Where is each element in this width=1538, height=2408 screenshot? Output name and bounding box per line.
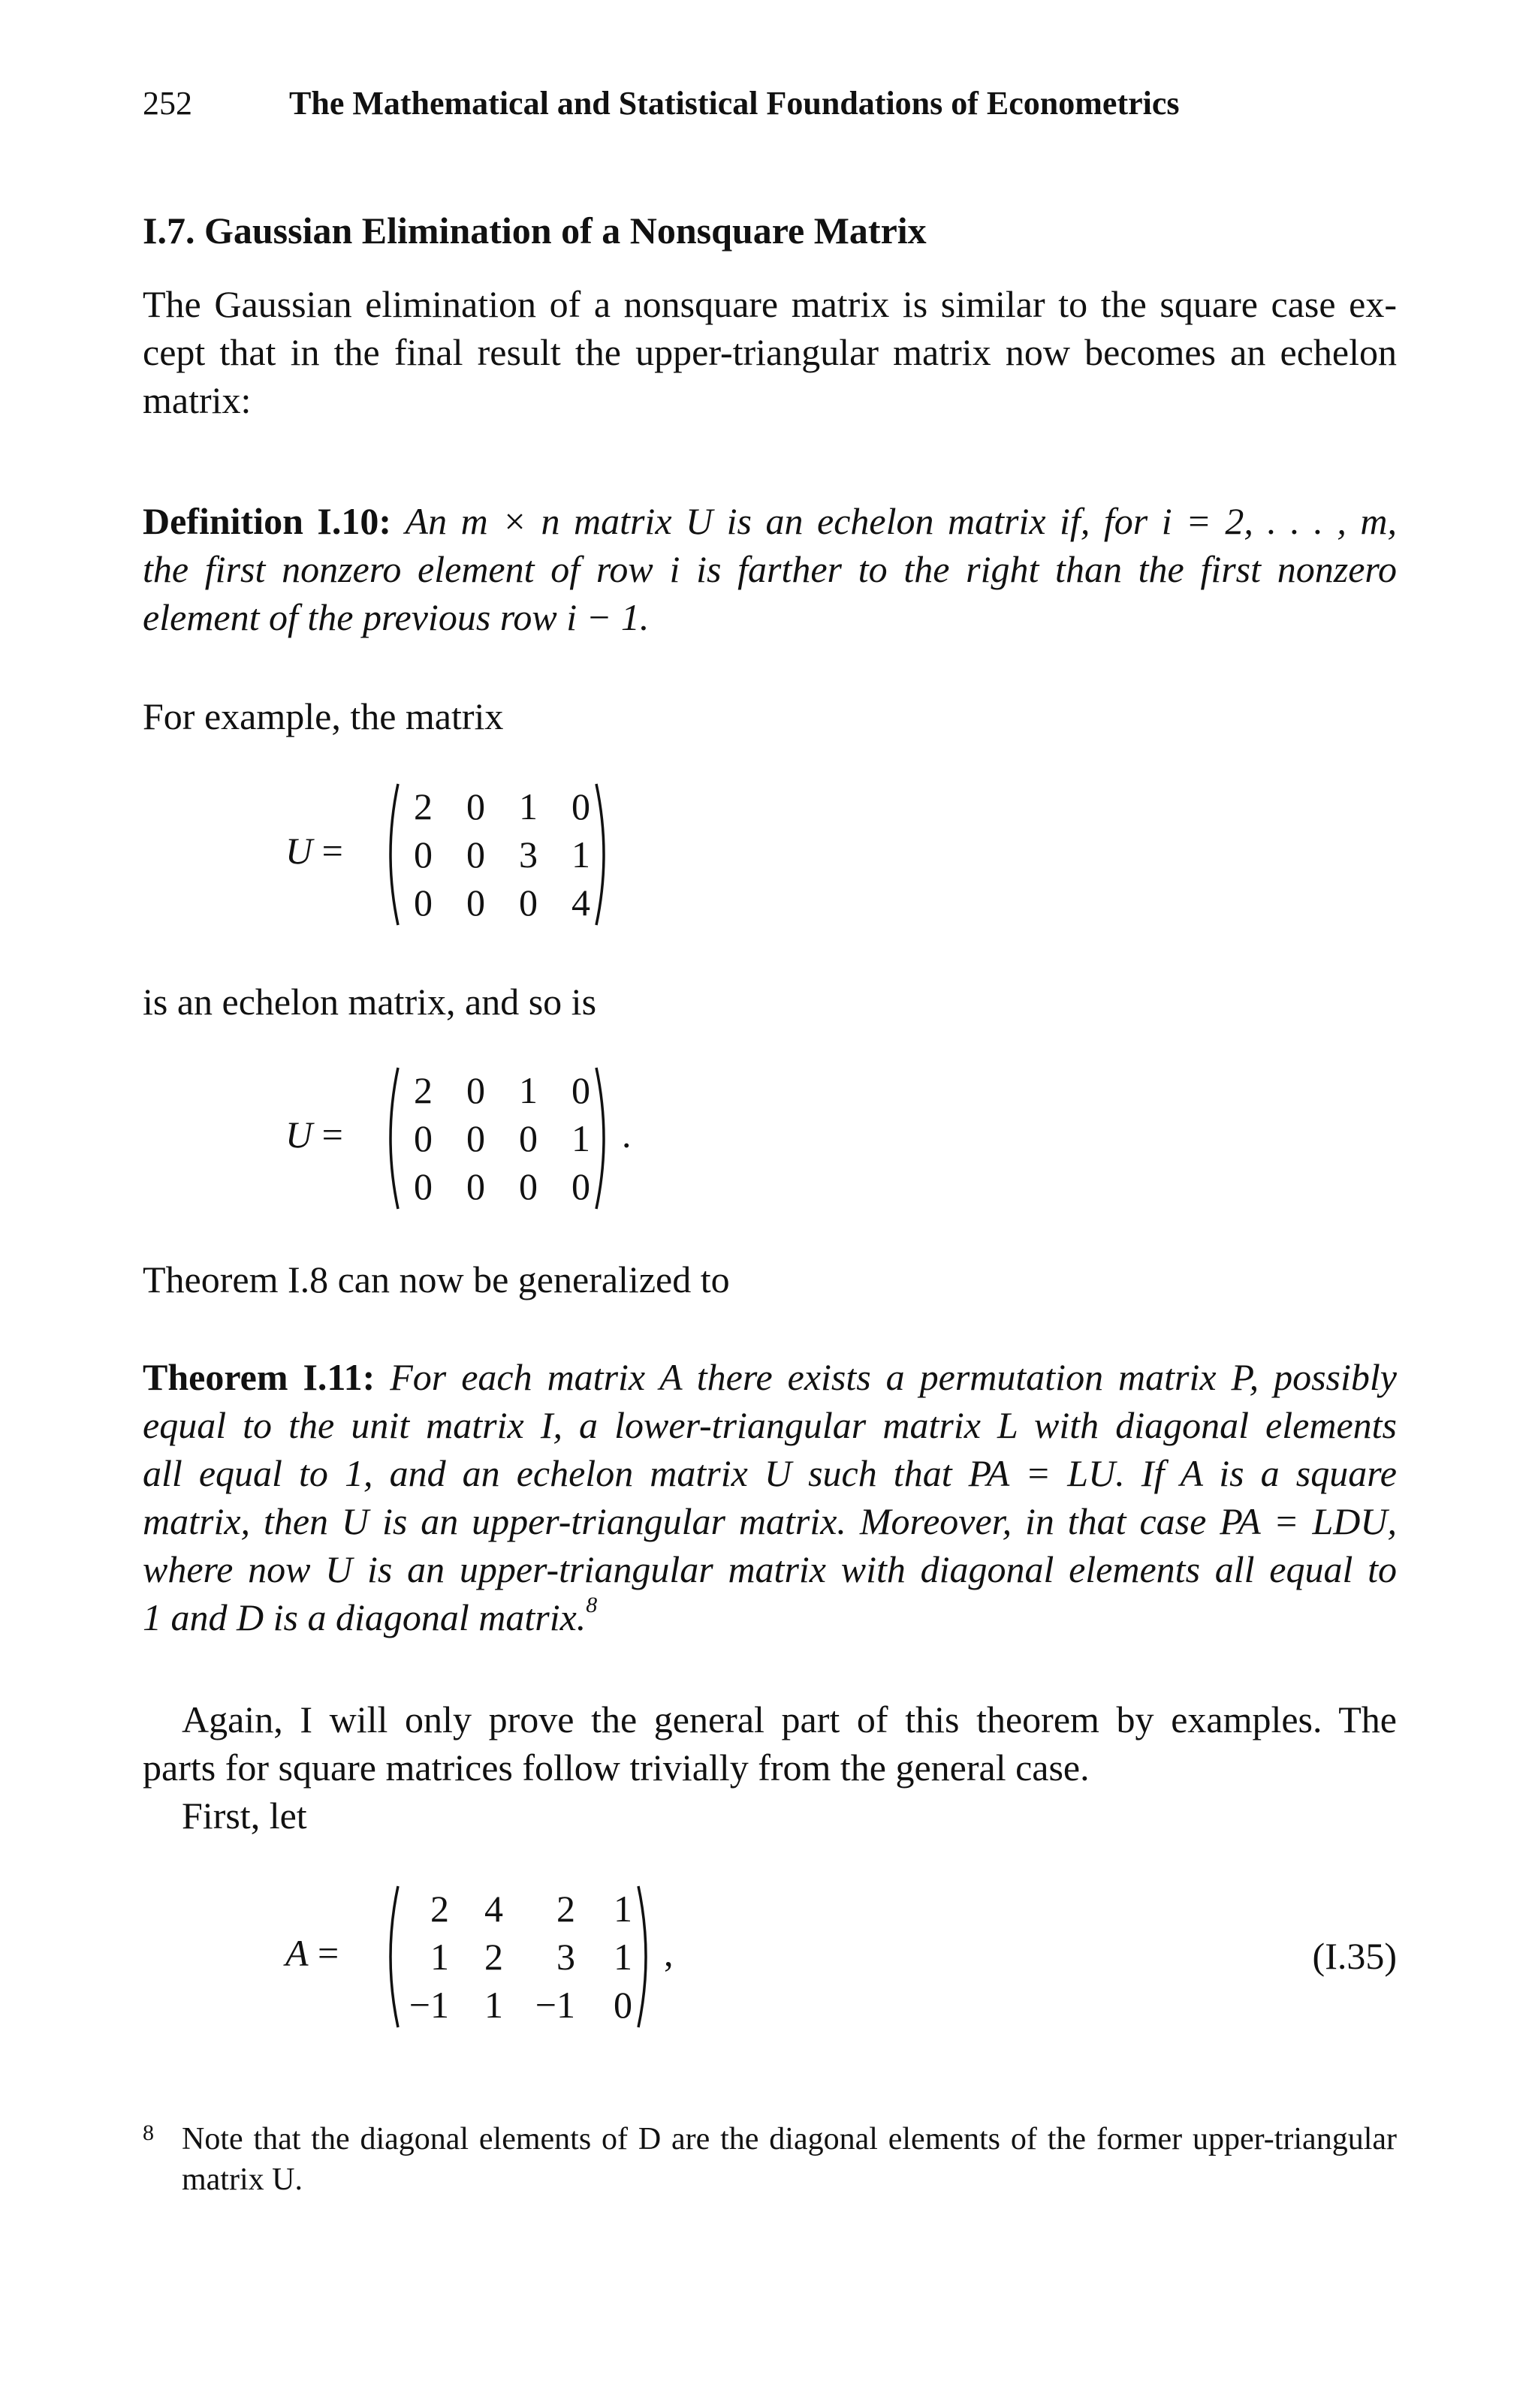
again-line-2: parts for square matrices follow trivially from the general case.	[143, 1746, 1090, 1789]
page-number: 252	[143, 85, 192, 122]
theorem-block	[143, 1353, 1397, 1647]
theorem-line-5: where now U is an upper-triangular matrix with diagonal elements all equal to	[143, 1548, 1397, 1590]
theorem-line-1	[143, 1353, 1397, 1401]
equation-lhs: A =	[285, 1932, 339, 1974]
matrix-cell: 2	[414, 785, 433, 827]
matrix-cell: 0	[414, 1165, 433, 1207]
matrix-cell: 0	[571, 785, 590, 827]
equation-punctuation: .	[622, 1114, 632, 1156]
running-title: The Mathematical and Statistical Foundations of Econometrics	[289, 85, 1180, 122]
matrix-cell: 0	[414, 833, 433, 875]
matrix-cell: 0	[414, 882, 433, 924]
equation-lhs: U =	[285, 1114, 343, 1156]
equation-lhs: U =	[285, 830, 343, 872]
matrix-cell: 0	[466, 833, 485, 875]
definition-line-2: the first nonzero element of row i is farther to the right than the first nonzero	[143, 548, 1397, 590]
matrix-cell: 4	[484, 1888, 503, 1930]
first-let-text: First, let	[182, 1795, 307, 1837]
matrix-cell: 0	[519, 882, 538, 924]
intro-paragraph	[143, 280, 1397, 424]
matrix-cell: 3	[519, 833, 538, 875]
echelon-also-text: is an echelon matrix, and so is	[143, 981, 597, 1023]
matrix-cell: 2	[484, 1936, 503, 1978]
matrix-cell: 4	[571, 882, 590, 924]
definition-line-1	[143, 497, 1397, 545]
intro-line-3: matrix:	[143, 379, 252, 421]
matrix-cell: 1	[614, 1936, 632, 1978]
matrix-cell: 0	[466, 1069, 485, 1111]
matrix-cell: 0	[519, 1117, 538, 1159]
theorem-intro-text: Theorem I.8 can now be generalized to	[143, 1258, 730, 1300]
definition-block	[143, 497, 1397, 641]
theorem-line-2: equal to the unit matrix I, a lower-triangular matrix L with diagonal elements	[143, 1404, 1397, 1446]
theorem-line-6: 1 and D is a diagonal matrix.$^8$	[143, 1593, 598, 1638]
left-parenthesis	[380, 1883, 403, 2030]
section-heading: I.7. Gaussian Elimination of a Nonsquare Matrix	[143, 209, 927, 252]
matrix-body	[403, 1885, 632, 2029]
right-parenthesis	[592, 781, 614, 928]
matrix-cell: 0	[614, 1984, 632, 2026]
again-paragraph	[143, 1695, 1397, 1792]
matrix-body	[403, 782, 590, 927]
matrix-cell: 1	[519, 785, 538, 827]
matrix-cell: −1	[409, 1984, 449, 2026]
theorem-label: Theorem I.11:	[143, 1356, 375, 1398]
intro-line-1: The Gaussian elimination of a nonsquare matrix is similar to the square case ex-	[143, 283, 1397, 325]
matrix-cell: 2	[414, 1069, 433, 1111]
theorem-line-4: matrix, then U is an upper-triangular matrix. Moreover, in that case PA = LDU,	[143, 1500, 1397, 1542]
footnote-reference[interactable]: 8	[586, 1593, 598, 1617]
footnote-mark: 8	[143, 2120, 154, 2145]
matrix-cell: 1	[484, 1984, 503, 2026]
matrix-cell: 0	[466, 1165, 485, 1207]
matrix-cell: −1	[535, 1984, 575, 2026]
matrix-cell: 1	[571, 833, 590, 875]
matrix-cell: 1	[571, 1117, 590, 1159]
matrix-cell: 2	[556, 1888, 575, 1930]
matrix-cell: 2	[430, 1888, 449, 1930]
equation-punctuation: ,	[664, 1932, 674, 1974]
again-line-1: Again, I will only prove the general part of this theorem by examples. The	[182, 1698, 1397, 1740]
equation-u-first	[285, 781, 661, 931]
matrix-cell: 0	[466, 882, 485, 924]
matrix-body	[403, 1066, 590, 1210]
matrix-cell: 0	[414, 1117, 433, 1159]
matrix-cell: 0	[571, 1069, 590, 1111]
equation-u-second	[285, 1065, 676, 1215]
matrix-cell: 0	[466, 785, 485, 827]
right-parenthesis	[592, 1065, 614, 1212]
matrix-cell: 1	[430, 1936, 449, 1978]
equation-a	[285, 1883, 1397, 2033]
theorem-text-1: For each matrix A there exists a permutation matrix P, possibly	[390, 1356, 1397, 1398]
matrix-cell: 1	[519, 1069, 538, 1111]
definition-text-1: An m × n matrix U is an echelon matrix if, for i = 2, . . . , m,	[405, 500, 1398, 542]
example-text: For example, the matrix	[143, 695, 504, 737]
theorem-line-3: all equal to 1, and an echelon matrix U such that PA = LU. If A is a square	[143, 1452, 1397, 1494]
left-parenthesis	[380, 781, 403, 928]
equation-number: (I.35)	[1312, 1935, 1397, 1977]
left-parenthesis	[380, 1065, 403, 1212]
matrix-cell: 0	[466, 1117, 485, 1159]
matrix-cell: 0	[571, 1165, 590, 1207]
right-parenthesis	[634, 1883, 656, 2030]
matrix-cell: 3	[556, 1936, 575, 1978]
definition-line-3: element of the previous row i − 1.	[143, 596, 650, 638]
matrix-cell: 1	[614, 1888, 632, 1930]
footnote-text: Note that the diagonal elements of D are the diagonal elements of the former upper-triangular matrix U.	[182, 2122, 1397, 2197]
intro-line-2: cept that in the final result the upper-triangular matrix now becomes an echelon	[143, 331, 1397, 373]
matrix-cell: 0	[519, 1165, 538, 1207]
definition-label: Definition I.10:	[143, 500, 392, 542]
